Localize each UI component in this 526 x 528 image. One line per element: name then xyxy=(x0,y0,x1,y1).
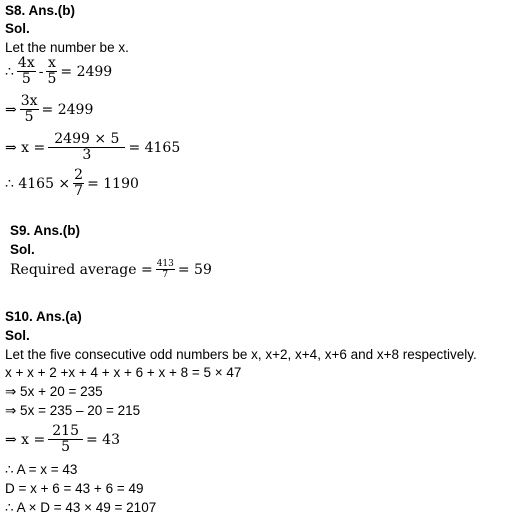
fraction-3x-over-5 xyxy=(20,94,39,125)
s10-step-d: D = x + 6 = 43 + 6 = 49 xyxy=(5,481,144,496)
equation-rhs: = 4165 xyxy=(128,139,181,156)
fraction-numerator: 215 xyxy=(48,424,83,440)
fraction-denominator: 5 xyxy=(61,439,71,455)
fraction-denominator: 5 xyxy=(47,71,57,87)
s10-sum-equation: x + x + 2 +x + 4 + x + 6 + x + 8 = 5 × 47 xyxy=(5,365,242,380)
implies-symbol: ⇒ xyxy=(5,101,17,118)
fraction-denominator: 5 xyxy=(21,71,31,87)
s8-equation-2 xyxy=(5,94,93,125)
s10-intro-text: Let the five consecutive odd numbers be x, x+2, x+4, x+6 and x+8 respectively. xyxy=(5,347,477,362)
fraction-2499x5-over-3 xyxy=(48,132,125,163)
s9-heading: S9. Ans.(b) xyxy=(10,223,81,238)
fraction-denominator: 3 xyxy=(82,147,92,163)
s8-heading: S8. Ans.(b) xyxy=(5,3,76,18)
fraction-2-over-7 xyxy=(73,168,84,199)
therefore-symbol: ∴ xyxy=(5,63,14,80)
fraction-numerator: 2499 × 5 xyxy=(48,132,125,148)
fraction-4x-over-5 xyxy=(17,56,36,87)
fraction-denominator: 7 xyxy=(74,183,84,199)
fraction-413-over-7 xyxy=(156,259,175,280)
fraction-215-over-5 xyxy=(48,424,83,455)
s8-sol-label: Sol. xyxy=(5,21,30,36)
s10-step-a: ∴ A = x = 43 xyxy=(5,462,78,477)
s8-equation-4 xyxy=(5,168,139,199)
equation-lhs: Required average = xyxy=(10,261,153,278)
equation-lhs: ⇒ x = xyxy=(5,431,46,448)
s8-equation-1 xyxy=(5,56,112,87)
s10-equation-x xyxy=(5,424,120,455)
equation-lhs: ⇒ x = xyxy=(5,139,46,156)
fraction-numerator: x xyxy=(47,55,56,71)
fraction-numerator: 2 xyxy=(74,167,84,183)
s9-equation xyxy=(10,259,212,280)
fraction-numerator: 4x xyxy=(17,55,35,71)
fraction-numerator: 413 xyxy=(156,259,174,269)
s8-equation-3 xyxy=(5,132,180,163)
equation-rhs: = 1190 xyxy=(87,175,139,192)
s10-step-2: ⇒ 5x = 235 – 20 = 215 xyxy=(5,403,141,418)
equation-rhs: = 43 xyxy=(86,431,120,448)
minus-sign: - xyxy=(38,63,44,80)
s10-step-1: ⇒ 5x + 20 = 235 xyxy=(5,384,103,399)
fraction-denominator: 7 xyxy=(162,270,169,280)
s8-intro-text: Let the number be x. xyxy=(5,40,129,55)
fraction-x-over-5 xyxy=(46,56,57,87)
equation-rhs: = 2499 xyxy=(60,63,113,80)
s10-heading: S10. Ans.(a) xyxy=(5,309,82,324)
s9-sol-label: Sol. xyxy=(10,242,35,257)
fraction-numerator: 3x xyxy=(20,93,38,109)
s10-sol-label: Sol. xyxy=(5,328,30,343)
equation-lhs: ∴ 4165 × xyxy=(5,175,71,192)
equation-rhs: = 59 xyxy=(177,261,212,278)
s10-step-product: ∴ A × D = 43 × 49 = 2107 xyxy=(5,500,157,515)
equation-rhs: = 2499 xyxy=(41,101,94,118)
fraction-denominator: 5 xyxy=(24,109,34,125)
